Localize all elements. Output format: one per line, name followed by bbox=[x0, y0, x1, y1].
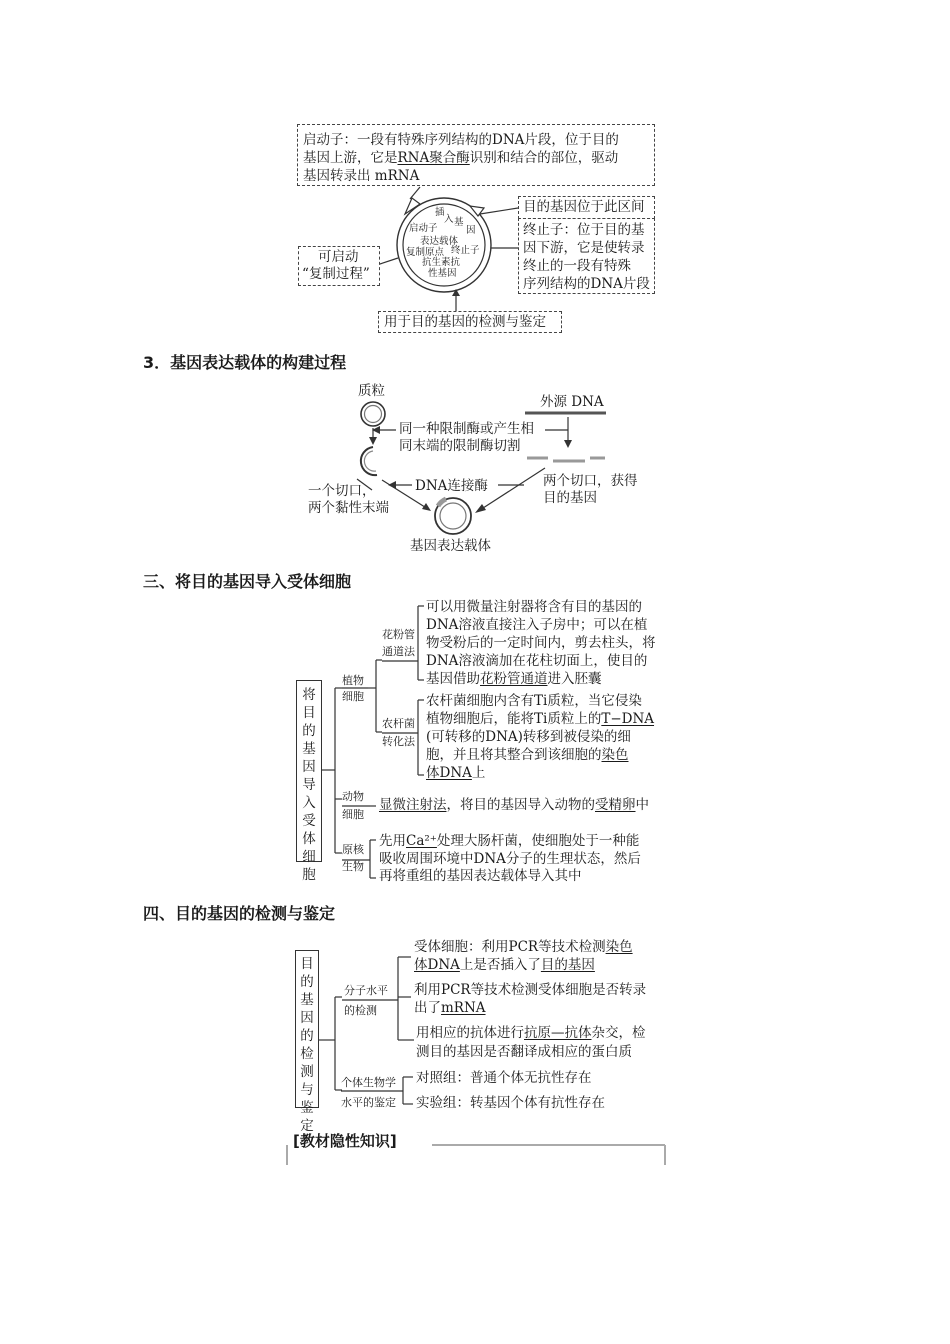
experiment-group: 实验组：转基因个体有抗性存在 bbox=[416, 1095, 605, 1111]
circle-origin: 复制原点 bbox=[406, 247, 445, 258]
terminator-line-1: 终止子：位于目的基 bbox=[523, 222, 645, 238]
pollen-method-2: 通道法 bbox=[382, 645, 415, 658]
item3-line-2: 测目的基因是否翻译成相应的蛋白质 bbox=[416, 1044, 632, 1060]
animal-text: 显微注射法，将目的基因导入动物的受精卵中 bbox=[379, 797, 649, 813]
transfer-root-label: 将目的基因导入受体细胞 bbox=[302, 687, 316, 883]
hidden-knowledge-title: [教材隐性知识] bbox=[293, 1132, 397, 1150]
agro-text-3: (可转移的DNA)转移到被侵染的细 bbox=[426, 729, 631, 745]
molecular-line-2: 的检测 bbox=[344, 1004, 377, 1017]
agro-text-4: 胞，并且将其整合到该细胞的染色 bbox=[426, 747, 629, 763]
agro-method-2: 转化法 bbox=[382, 735, 415, 748]
item2-line-1: 利用PCR等技术检测受体细胞是否转录 bbox=[414, 982, 647, 998]
pollen-text-3: 物受粉后的一定时间内，剪去柱头，将 bbox=[426, 635, 656, 651]
pollen-text-2: DNA溶液直接注入子房中；可以在植 bbox=[426, 617, 648, 633]
result-label: 基因表达载体 bbox=[410, 538, 491, 554]
pollen-text-1: 可以用微量注射器将含有目的基因的 bbox=[426, 599, 642, 615]
circle-insert-4: 因 bbox=[466, 225, 476, 236]
pollen-text-4: DNA溶液滴加在花柱切面上，使目的 bbox=[426, 653, 648, 669]
prokaryote-text-2: 吸收周围环境中DNA分子的生理状态，然后 bbox=[379, 851, 641, 867]
individual-line-1: 个体生物学 bbox=[341, 1076, 396, 1089]
two-cut-line-1: 两个切口，获得 bbox=[543, 473, 638, 489]
detection-root-label: 目的基因的检测与鉴定 bbox=[300, 956, 314, 1134]
promoter-line-3: 基因转录出 mRNA bbox=[303, 168, 420, 184]
agro-text-1: 农杆菌细胞内含有Ti质粒，当它侵染 bbox=[426, 693, 642, 709]
item1-line-1: 受体细胞：利用PCR等技术检测染色 bbox=[414, 939, 633, 955]
prokaryote-text-1: 先用Ca²⁺处理大肠杆菌，使细胞处于一种能 bbox=[379, 833, 640, 849]
one-cut-line-2: 两个黏性末端 bbox=[308, 500, 389, 516]
promoter-line-2: 基因上游，它是RNA聚合酶识别和结合的部位，驱动 bbox=[303, 150, 619, 166]
promoter-line-1: 启动子：一段有特殊序列结构的DNA片段，位于目的 bbox=[303, 132, 619, 148]
circle-insert-1: 插 bbox=[435, 207, 445, 218]
prokaryote-line-1: 原核 bbox=[342, 843, 364, 856]
plasmid-label: 质粒 bbox=[358, 383, 385, 399]
terminator-line-4: 序列结构的DNA片段 bbox=[523, 276, 650, 292]
enzyme-line-1: 同一种限制酶或产生相 bbox=[399, 421, 534, 437]
terminator-line-3: 终止的一段有特殊 bbox=[523, 258, 631, 274]
agro-text-2: 植物细胞后，能将Ti质粒上的T−DNA bbox=[426, 711, 655, 727]
section-3-heading: 3．基因表达载体的构建过程 bbox=[143, 353, 347, 372]
circle-vector: 表达载体 bbox=[420, 236, 459, 247]
insert-box-label: 目的基因位于此区间 bbox=[523, 199, 645, 215]
prokaryote-text-3: 再将重组的基因表达载体导入其中 bbox=[379, 868, 582, 884]
marker-box-label: 用于目的基因的检测与鉴定 bbox=[384, 314, 546, 330]
animal-line-2: 细胞 bbox=[342, 808, 364, 821]
circle-promoter: 启动子 bbox=[409, 223, 438, 234]
item1-line-2: 体DNA上是否插入了目的基因 bbox=[414, 957, 595, 973]
circle-terminator: 终止子 bbox=[451, 245, 480, 256]
plant-line-2: 细胞 bbox=[342, 690, 364, 703]
circle-marker-2: 性基因 bbox=[428, 268, 457, 279]
one-cut-line-1: 一个切口， bbox=[308, 483, 376, 499]
animal-line-1: 动物 bbox=[342, 790, 364, 803]
item2-line-2: 出了mRNA bbox=[414, 1000, 486, 1016]
circle-marker-1: 抗生素抗 bbox=[422, 257, 461, 268]
ligase-label: DNA连接酶 bbox=[415, 478, 488, 494]
enzyme-line-2: 同末端的限制酶切割 bbox=[399, 438, 521, 454]
circle-insert-3: 基 bbox=[454, 217, 464, 228]
control-group: 对照组：普通个体无抗性存在 bbox=[416, 1070, 592, 1086]
item3-line-1: 用相应的抗体进行抗原—抗体杂交，检 bbox=[416, 1025, 646, 1041]
section-four-heading: 四、目的基因的检测与鉴定 bbox=[143, 904, 336, 923]
prokaryote-line-2: 生物 bbox=[342, 860, 364, 873]
pollen-text-5: 基因借助花粉管通道进入胚囊 bbox=[426, 671, 602, 687]
agro-text-5: 体DNA上 bbox=[426, 765, 486, 781]
agro-method-1: 农杆菌 bbox=[382, 717, 415, 730]
plant-line-1: 植物 bbox=[342, 674, 364, 687]
molecular-line-1: 分子水平 bbox=[344, 984, 388, 997]
origin-line-2: “复制过程” bbox=[302, 266, 370, 282]
two-cut-line-2: 目的基因 bbox=[543, 490, 597, 506]
section-three-heading: 三、将目的基因导入受体细胞 bbox=[143, 572, 352, 591]
circle-insert-2: 入 bbox=[444, 214, 454, 225]
terminator-line-2: 因下游，它是使转录 bbox=[523, 240, 645, 256]
individual-line-2: 水平的鉴定 bbox=[341, 1096, 396, 1109]
foreign-dna-label: 外源 DNA bbox=[540, 394, 604, 410]
pollen-method-1: 花粉管 bbox=[382, 628, 415, 641]
origin-line-1: 可启动 bbox=[318, 249, 359, 265]
